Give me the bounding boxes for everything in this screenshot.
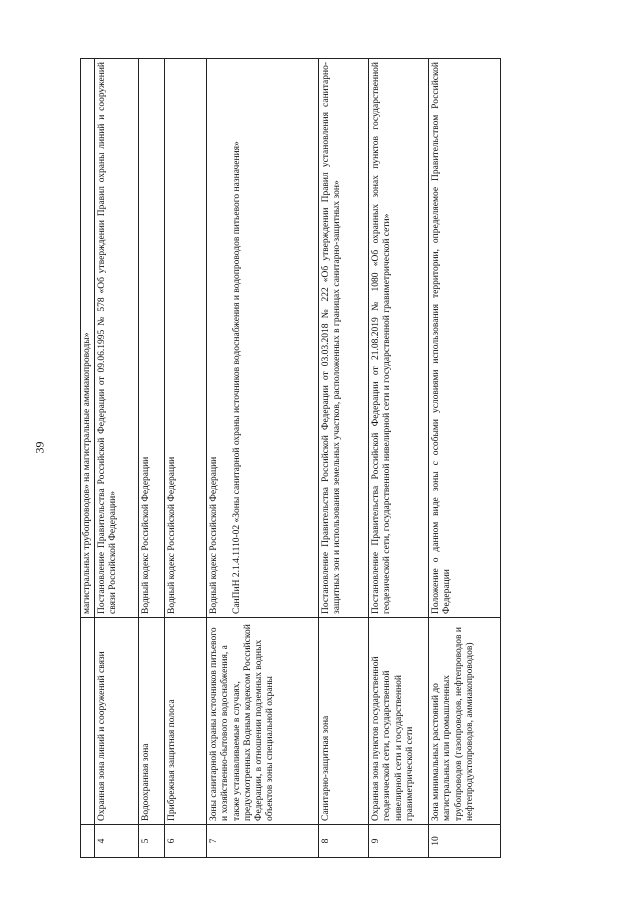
table-row — [369, 59, 429, 858]
table-row — [429, 59, 501, 858]
zone-name-cell: Санитарно-защитная зона — [319, 618, 369, 825]
document-cell: Водный кодекс Российской Федерации — [139, 59, 165, 618]
table-row — [207, 59, 319, 858]
document-line: СанПиН 2.1.4.1110-02 «Зоны санитарной охраны источников водоснабжения и водопроводов питьевого назначения» — [232, 141, 243, 614]
document-cell: Водный кодекс Российской Федерации — [165, 59, 207, 618]
document-cell: Постановление Правительства Российской Федерации от 09.06.1995 № 578 «Об утверждении Правил охраны линий и сооружений связи Российской Федерации» — [95, 59, 139, 618]
number-cell: 6 — [165, 825, 207, 858]
number-cell: 9 — [369, 825, 429, 858]
number-cell — [81, 825, 95, 858]
zone-name-cell: Охранная зона пунктов государственной геодезической сети, государственной нивелирной сети и государственной гравиметрической сети — [369, 618, 429, 825]
table-row — [95, 59, 139, 858]
zones-table-container — [80, 58, 475, 858]
document-cell: Постановление Правительства Российской Федерации от 21.08.2019 № 1080 «Об охранных зонах пунктов государственной геодезической сети, государственной нивелирной сети и государственной гравиметрической сети» — [369, 59, 429, 618]
continuation-cell: магистральных трубопроводов» на магистральные аммиакопроводы» — [81, 59, 95, 618]
zone-name-cell: Зона минимальных расстояний до магистральных или промышленных трубопроводов (газопроводов, нефтепроводов и нефтепродуктопроводов, аммиакопроводов) — [429, 618, 501, 825]
zones-table — [80, 58, 501, 858]
zone-name-cell: Водоохранная зона — [139, 618, 165, 825]
table-row — [165, 59, 207, 858]
number-cell: 7 — [207, 825, 319, 858]
number-cell: 8 — [319, 825, 369, 858]
table-row — [139, 59, 165, 858]
number-cell: 10 — [429, 825, 501, 858]
document-line: Водный кодекс Российской Федерации — [209, 456, 220, 614]
zone-name-cell: Прибрежная защитная полоса — [165, 618, 207, 825]
number-cell: 4 — [95, 825, 139, 858]
document-cell: Постановление Правительства Российской Федерации от 03.03.2018 № 222 «Об утверждении Правил установления санитарно-защитных зон и использования земельных участков, расположенных в границах санитарно-защитных зон» — [319, 59, 369, 618]
table-row — [319, 59, 369, 858]
document-cell — [207, 59, 319, 618]
zone-name-cell: Охранная зона линий и сооружений связи — [95, 618, 139, 825]
zone-name-cell — [81, 618, 95, 825]
document-cell: Положение о данном виде зоны с особыми условиями использования территории, определяемое Правительством Российской Федерации — [429, 59, 501, 618]
zone-name-cell: Зоны санитарной охраны источников питьевого и хозяйственно-бытового водоснабжения, а также устанавливаемые в случаях, предусмотренных Водным кодексом Российской Федерации, в отношении подземных водных объектов зоны специальной охраны — [207, 618, 319, 825]
table-row — [81, 59, 95, 858]
page-number: 39 — [32, 441, 47, 454]
number-cell: 5 — [139, 825, 165, 858]
